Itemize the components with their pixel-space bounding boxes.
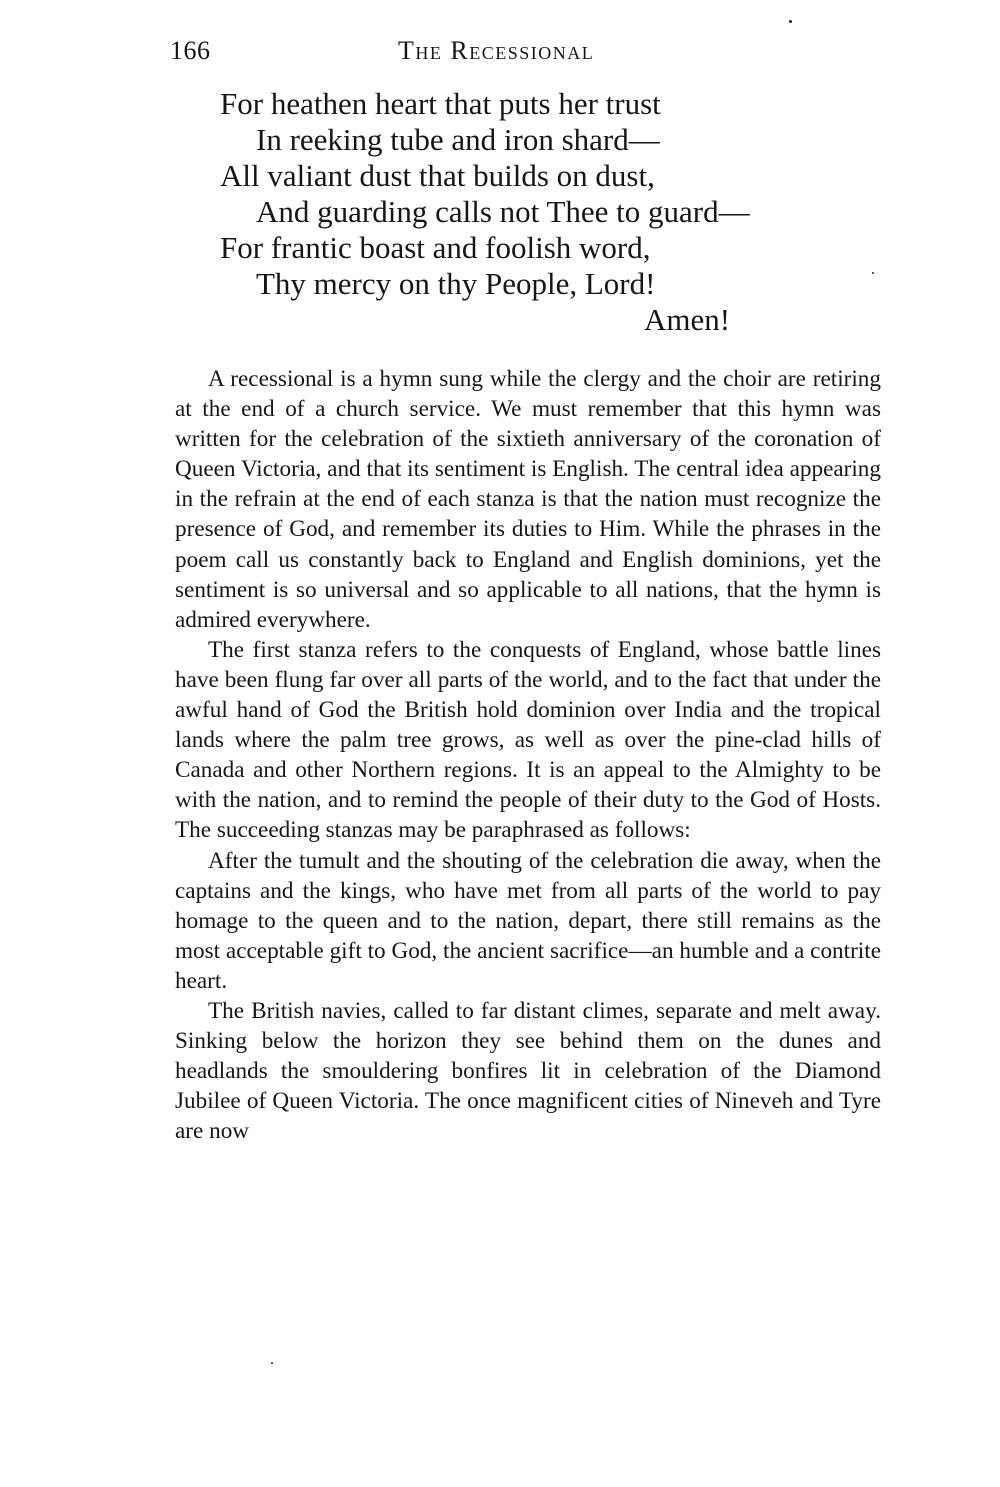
scan-speck — [872, 272, 874, 274]
poem-line: And guarding calls not Thee to guard— — [256, 194, 750, 229]
commentary-text — [175, 364, 881, 1146]
scan-speck — [789, 20, 792, 23]
scan-speck — [271, 1362, 273, 1364]
poem-line: In reeking tube and iron shard— — [256, 122, 660, 157]
poem-line: For frantic boast and foolish word, — [220, 230, 651, 265]
poem-closing: Amen! — [644, 302, 731, 337]
page-number: 166 — [170, 36, 211, 65]
paragraph: After the tumult and the shouting of the celebration die away, when the captains and the kings, who have met from all parts of the world to pay homage to the queen and to the nation, depart, there still remains as the most acceptable gift to God, the ancient sacrifice—an humble and a contrite heart. — [175, 847, 881, 994]
poem-line: All valiant dust that builds on dust, — [220, 158, 655, 193]
paragraph: The first stanza refers to the conquests of England, whose battle lines have been flung far over all parts of the world, and to the fact that under the awful hand of God the British hold dominion over India and the tropical lands where the palm tree grows, as well as over the pine-clad hills of Canada and other Northern regions. It is an appeal to the Almighty to be with the nation, and to remind the people of their duty to the God of Hosts. The succeeding stanzas may be paraphrased as follows: — [175, 636, 881, 844]
paragraph: A recessional is a hymn sung while the clergy and the choir are retiring at the end of a church service. We must remember that this hymn was written for the celebration of the sixtieth anniversary of the coronation of Queen Victoria, and that its sentiment is English. The central idea appearing in the refrain at the end of each stanza is that the nation must recognize the presence of God, and remember its duties to Him. While the phrases in the poem call us constantly back to England and English dominions, yet the sentiment is so universal and so applicable to all nations, that the hymn is admired everywhere. — [175, 366, 881, 633]
poem-line: Thy mercy on thy People, Lord! — [256, 266, 656, 301]
running-title: The Recessional — [398, 36, 595, 65]
paragraph: The British navies, called to far distant climes, separate and melt away. Sinking below the horizon they see behind them on the dunes and headlands the smouldering bonfires lit in celebration of the Diamond Jubilee of Queen Victoria. The once magnificent cities of Nineveh and Tyre are now — [175, 997, 881, 1145]
page-header — [170, 36, 890, 76]
poem-line: For heathen heart that puts her trust — [220, 86, 661, 121]
